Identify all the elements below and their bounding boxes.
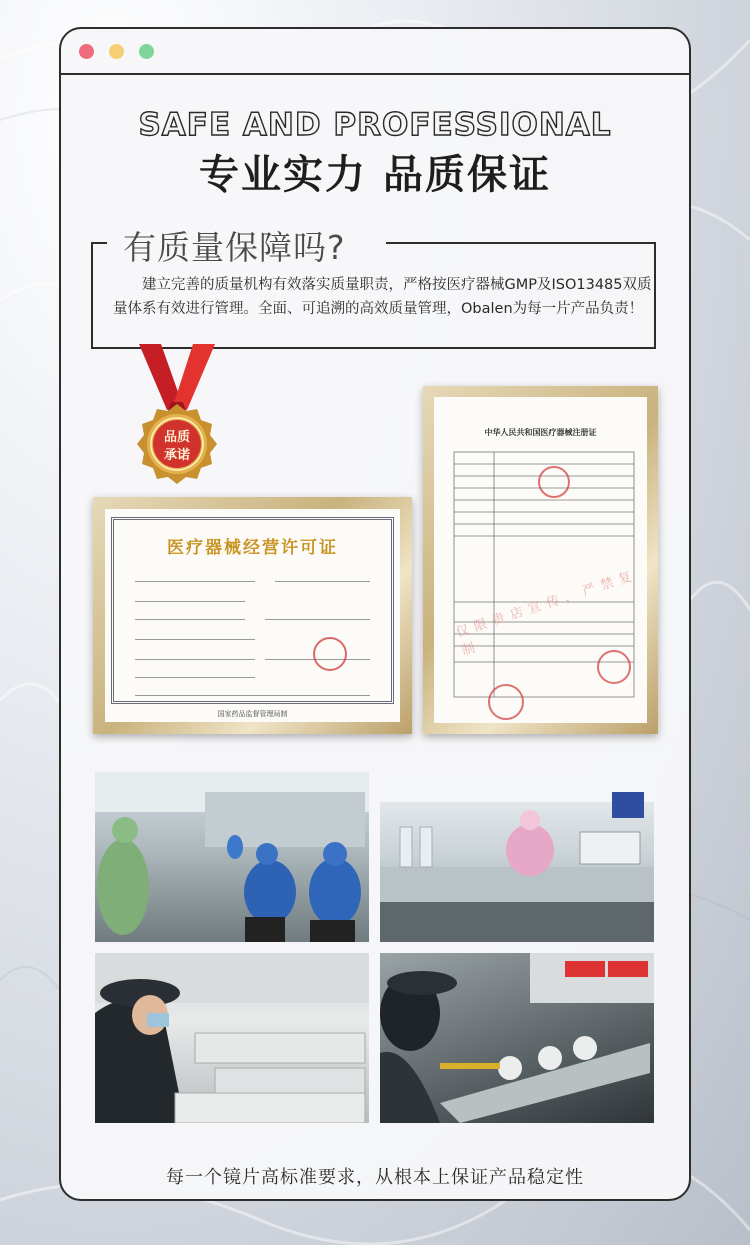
chinese-title: 专业实力 品质保证 [199, 152, 551, 198]
minimize-dot-icon [109, 44, 124, 59]
registration-title: 中华人民共和国医疗器械注册证 [484, 428, 597, 437]
cleanroom-workers-photo [95, 772, 369, 942]
medal-text-line1: 品质 [163, 430, 191, 445]
registration-table [434, 397, 647, 723]
english-title: SAFE AND PROFESSIONAL [138, 107, 612, 143]
browser-window [59, 27, 691, 1201]
production-machine-photo [380, 953, 654, 1123]
lab-technician-photo [380, 772, 654, 942]
window-titlebar [61, 29, 689, 75]
maximize-dot-icon [139, 44, 154, 59]
quality-medal-icon [131, 344, 223, 484]
assembly-worker-photo [95, 953, 369, 1123]
license-title: 医疗器械经营许可证 [167, 538, 338, 558]
quality-description: 建立完善的质量机构有效落实质量职责，严格按医疗器械GMP及ISO13485双质量体系有效进行管理。全面、可追溯的高效质量管理，Obalen为每一片产品负责！ [113, 277, 652, 317]
quality-question: 有质量保障吗? [123, 228, 346, 267]
license-footer: 国家药品监督管理局制 [217, 710, 288, 718]
medal-text-line2: 承诺 [163, 448, 191, 463]
business-license-certificate [93, 497, 412, 734]
bottom-caption: 每一个镜片高标准要求，从根本上保证产品稳定性 [166, 1167, 584, 1188]
registration-watermark: 仅限贵店宣传，严禁复制 [454, 567, 640, 659]
registration-certificate [423, 386, 658, 734]
close-dot-icon [79, 44, 94, 59]
